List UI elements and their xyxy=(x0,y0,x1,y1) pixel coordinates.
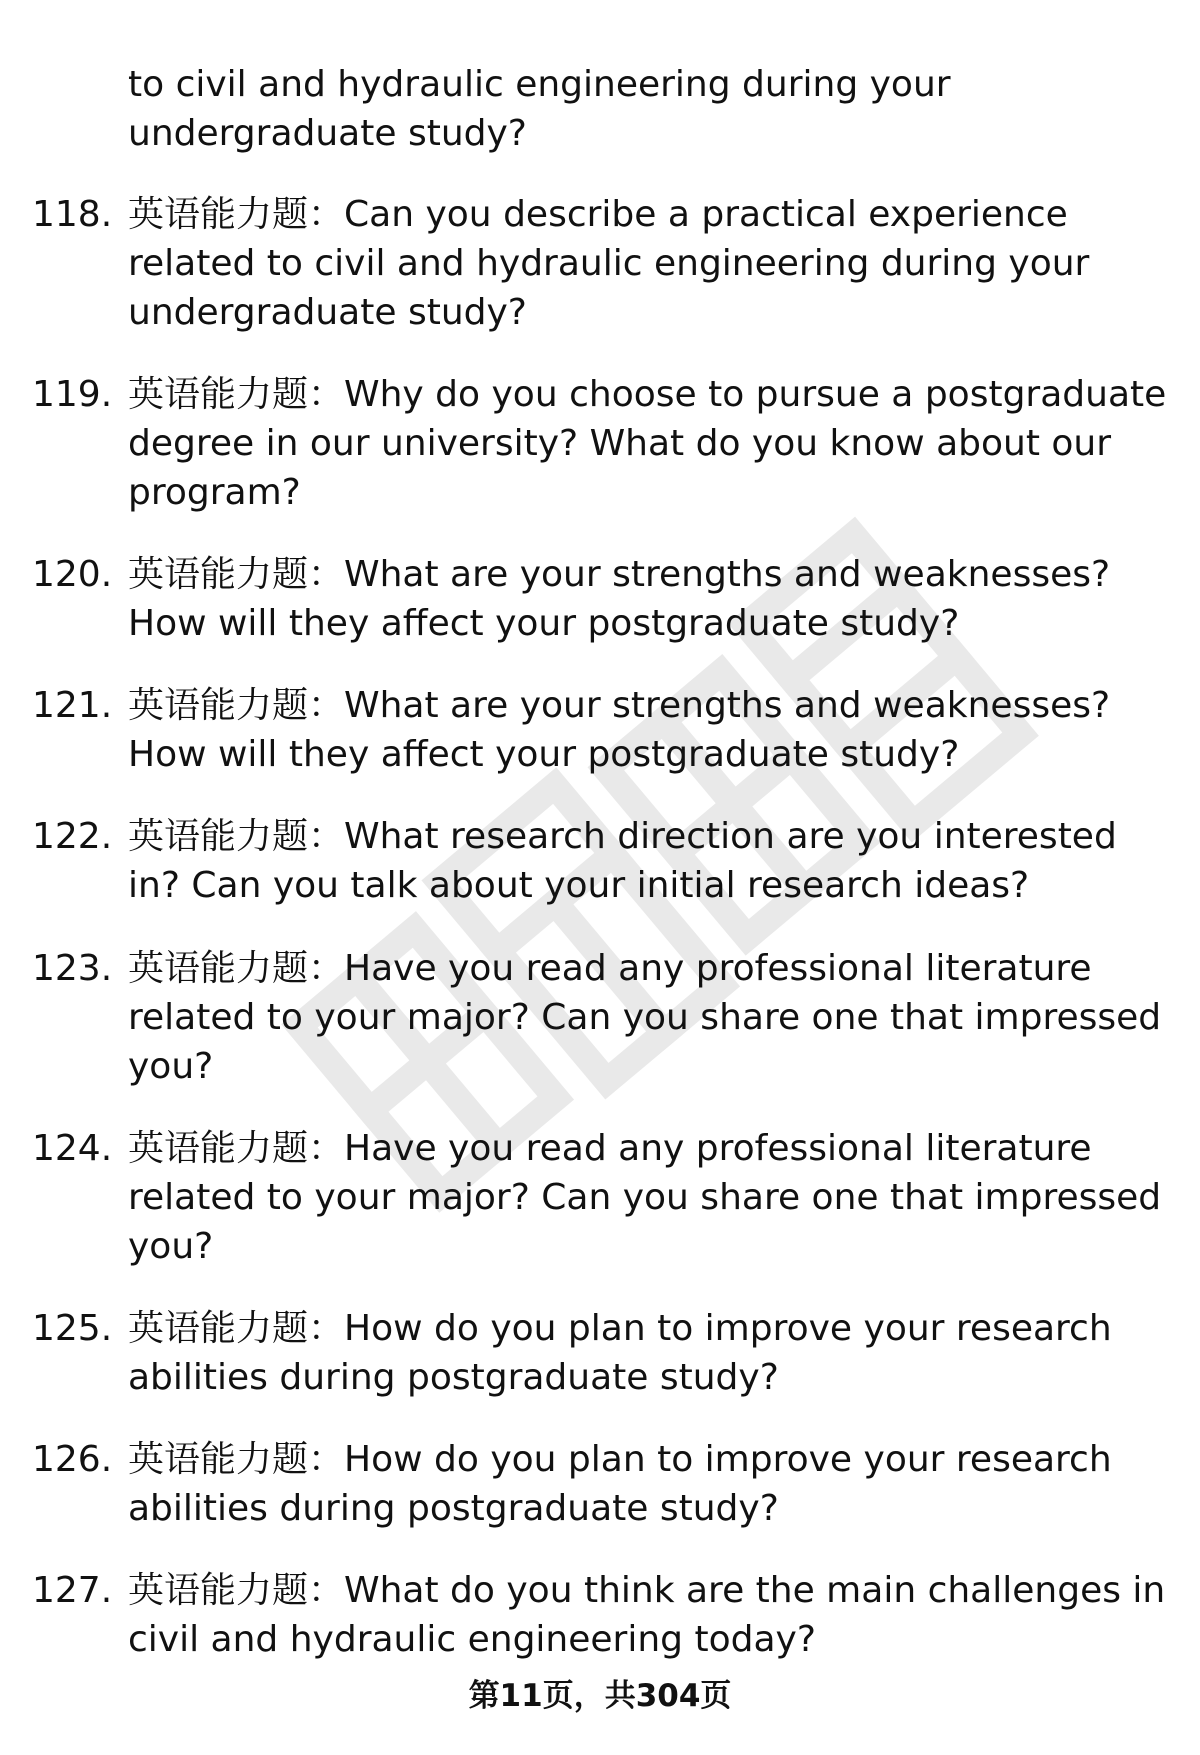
question-text: How do you plan to improve your research abilities during postgraduate study? xyxy=(128,1439,1112,1529)
question-text: What are your strengths and weaknesses? How will they affect your postgraduate study? xyxy=(128,685,1111,775)
question-body xyxy=(128,681,1168,779)
question-number: 124. xyxy=(32,1128,113,1169)
question-number: 120. xyxy=(32,554,113,595)
question-number: 127. xyxy=(32,1570,113,1611)
question-prefix: 英语能力题： xyxy=(128,1128,345,1169)
question-text: Can you describe a practical experience related to civil and hydraulic engineering during your undergraduate study? xyxy=(128,194,1090,333)
question-body xyxy=(128,1124,1168,1271)
question-prefix: 英语能力题： xyxy=(128,554,345,595)
page-footer: 第11页，共304页 xyxy=(468,1678,732,1714)
question-prefix: 英语能力题： xyxy=(128,948,345,989)
question-prefix: 英语能力题： xyxy=(128,685,345,726)
question-text: Have you read any professional literature related to your major? Can you share one that impressed you? xyxy=(128,948,1162,1087)
question-prefix: 英语能力题： xyxy=(128,1308,345,1349)
question-number: 118. xyxy=(32,194,113,235)
question-body xyxy=(128,1435,1168,1533)
question-body xyxy=(128,812,1168,910)
question-body xyxy=(128,190,1168,337)
question-text: What research direction are you interested in? Can you talk about your initial research ideas? xyxy=(128,816,1117,906)
question-text: Have you read any professional literature related to your major? Can you share one that impressed you? xyxy=(128,1128,1162,1267)
question-body xyxy=(128,1304,1168,1402)
question-text: What do you think are the main challenges in civil and hydraulic engineering today? xyxy=(128,1570,1166,1660)
question-number: 122. xyxy=(32,816,113,857)
continuation-text: to civil and hydraulic engineering during your undergraduate study? xyxy=(128,64,951,154)
question-prefix: 英语能力题： xyxy=(128,1570,345,1611)
question-body xyxy=(128,370,1168,517)
question-text: How do you plan to improve your research abilities during postgraduate study? xyxy=(128,1308,1112,1398)
question-number: 126. xyxy=(32,1439,113,1480)
question-text: What are your strengths and weaknesses? How will they affect your postgraduate study? xyxy=(128,554,1111,644)
question-body xyxy=(128,1566,1168,1664)
question-number: 119. xyxy=(32,374,113,415)
question-number: 125. xyxy=(32,1308,113,1349)
question-text: Why do you choose to pursue a postgraduate degree in our university? What do you know about our program? xyxy=(128,374,1167,513)
question-prefix: 英语能力题： xyxy=(128,194,345,235)
question-body xyxy=(128,550,1168,648)
question-body xyxy=(128,944,1168,1091)
question-prefix: 英语能力题： xyxy=(128,374,345,415)
question-number: 121. xyxy=(32,685,113,726)
question-number: 123. xyxy=(32,948,113,989)
question-prefix: 英语能力题： xyxy=(128,816,345,857)
question-prefix: 英语能力题： xyxy=(128,1439,345,1480)
